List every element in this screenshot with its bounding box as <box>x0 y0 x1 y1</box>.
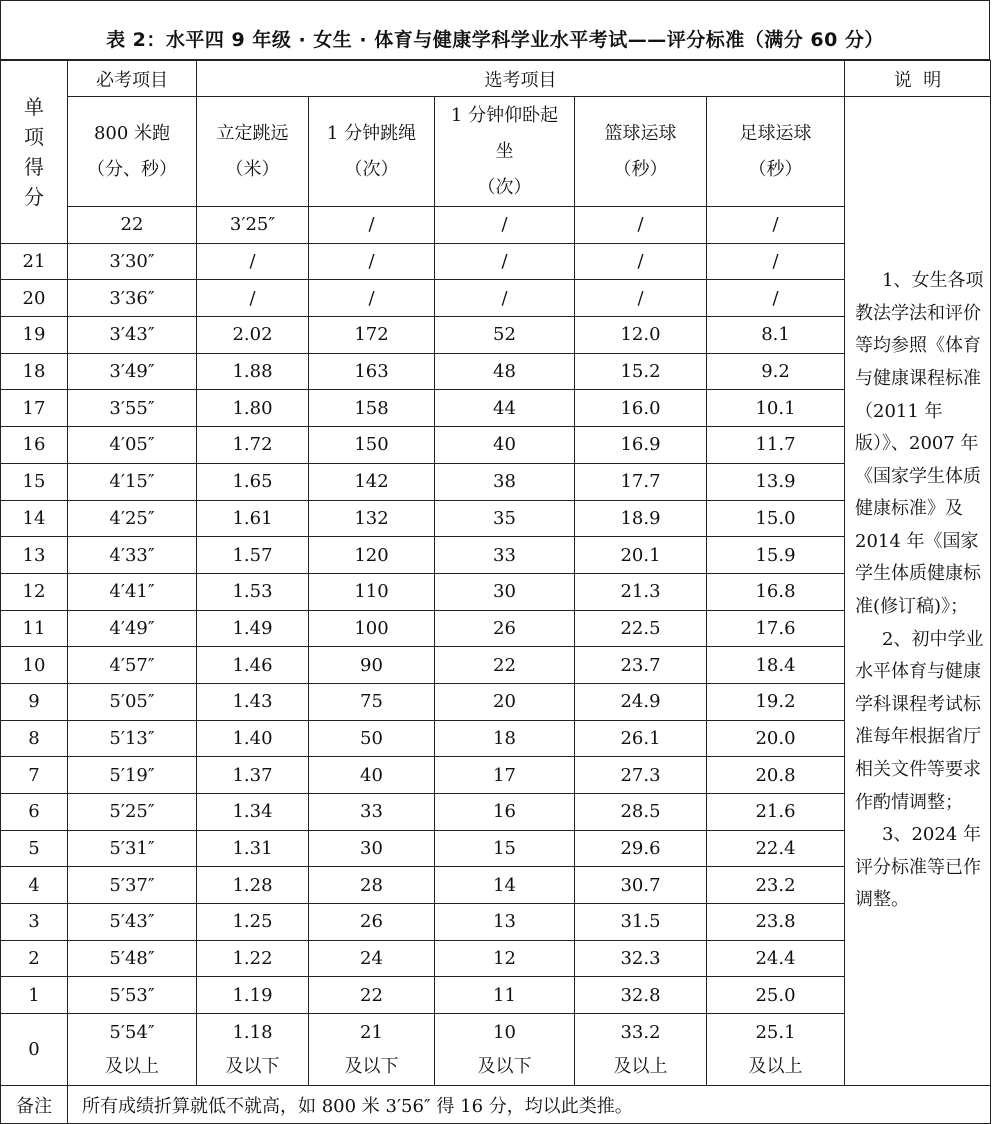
cell-score: 15 <box>1 463 68 500</box>
column-header <box>707 97 845 207</box>
table-row <box>1 427 991 464</box>
cell-situp: 10 及以下 <box>435 1014 575 1086</box>
column-header <box>309 97 435 207</box>
cell-basketball: 33.2 及以上 <box>575 1014 707 1086</box>
cell-jump: / <box>309 207 435 244</box>
cell-rope: 21 及以下 <box>309 1014 435 1086</box>
cell-score: 6 <box>1 794 68 831</box>
table-row <box>1 794 991 831</box>
cell-basketball: 32.3 <box>575 940 707 977</box>
table-row <box>1 280 991 317</box>
cell-rope: 158 <box>309 390 435 427</box>
table-row <box>1 830 991 867</box>
column-header <box>197 97 309 207</box>
cell-football: 22.4 <box>707 830 845 867</box>
cell-rope: 50 <box>309 720 435 757</box>
cell-rope: 90 <box>309 647 435 684</box>
table-row <box>1 610 991 647</box>
column-name: 立定跳远 <box>216 122 289 144</box>
cell-score: 22 <box>68 207 197 244</box>
column-unit: （分、秒） <box>87 158 177 180</box>
cell-situp: 40 <box>435 427 575 464</box>
cell-score: 19 <box>1 317 68 354</box>
cell-run800: 5′43″ <box>68 904 197 941</box>
cell-situp: 17 <box>435 757 575 794</box>
cell-rope: 33 <box>309 794 435 831</box>
cell-basketball: 30.7 <box>575 867 707 904</box>
cell-football: / <box>707 280 845 317</box>
cell-football: 16.8 <box>707 573 845 610</box>
cell-football: 9.2 <box>707 353 845 390</box>
column-name: 1 分钟跳绳 <box>326 122 417 144</box>
cell-football: 13.9 <box>707 463 845 500</box>
cell-basketball: 20.1 <box>575 537 707 574</box>
cell-situp: 14 <box>435 867 575 904</box>
cell-run800: 5′13″ <box>68 720 197 757</box>
column-name: 足球运球 <box>739 122 812 144</box>
cell-basketball: 29.6 <box>575 830 707 867</box>
cell-basketball: 16.9 <box>575 427 707 464</box>
cell-run800: 4′15″ <box>68 463 197 500</box>
cell-rope: 30 <box>309 830 435 867</box>
cell-situp: 35 <box>435 500 575 537</box>
column-unit: （次） <box>477 176 532 198</box>
cell-run800: 4′05″ <box>68 427 197 464</box>
cell-basketball: / <box>575 280 707 317</box>
cell-score: 20 <box>1 280 68 317</box>
cell-situp: 26 <box>435 610 575 647</box>
table-row-last <box>1 1014 991 1086</box>
cell-situp: / <box>435 243 575 280</box>
cell-run800: 3′43″ <box>68 317 197 354</box>
cell-run800: 4′49″ <box>68 610 197 647</box>
cell-jump: 1.25 <box>197 904 309 941</box>
cell-jump: 1.37 <box>197 757 309 794</box>
cell-score: 10 <box>1 647 68 684</box>
cell-rope: 120 <box>309 537 435 574</box>
cell-rope: 163 <box>309 353 435 390</box>
table-row <box>1 573 991 610</box>
cell-situp: 30 <box>435 573 575 610</box>
cell-basketball: 27.3 <box>575 757 707 794</box>
cell-basketball: 24.9 <box>575 683 707 720</box>
cell-football: 23.2 <box>707 867 845 904</box>
cell-score: 3 <box>1 904 68 941</box>
cell-run800: 5′25″ <box>68 794 197 831</box>
cell-situp: 22 <box>435 647 575 684</box>
cell-jump: 1.88 <box>197 353 309 390</box>
cell-rope: 26 <box>309 904 435 941</box>
cell-basketball: 16.0 <box>575 390 707 427</box>
cell-jump: 1.43 <box>197 683 309 720</box>
cell-situp: 18 <box>435 720 575 757</box>
column-header <box>68 97 197 207</box>
table-row <box>1 757 991 794</box>
cell-jump: 1.49 <box>197 610 309 647</box>
cell-jump: 1.46 <box>197 647 309 684</box>
cell-run800: 4′33″ <box>68 537 197 574</box>
cell-situp: 33 <box>435 537 575 574</box>
table-row <box>1 500 991 537</box>
cell-football: 25.0 <box>707 977 845 1014</box>
cell-jump: 1.72 <box>197 427 309 464</box>
column-header <box>575 97 707 207</box>
cell-situp: 52 <box>435 317 575 354</box>
cell-run800: 5′53″ <box>68 977 197 1014</box>
cell-football: 17.6 <box>707 610 845 647</box>
score-header <box>1 61 68 244</box>
cell-football: / <box>707 243 845 280</box>
table-row <box>1 647 991 684</box>
table-title: 表 2：水平四 9 年级 · 女生 · 体育与健康学科学业水平考试——评分标准（满分 60 分） <box>0 0 990 60</box>
cell-run800: 3′55″ <box>68 390 197 427</box>
cell-situp: 15 <box>435 830 575 867</box>
table-row <box>1 317 991 354</box>
table-row <box>1 243 991 280</box>
cell-situp: 13 <box>435 904 575 941</box>
column-name: 篮球运球 <box>604 122 677 144</box>
column-unit: （米） <box>225 158 280 180</box>
cell-situp: 20 <box>435 683 575 720</box>
table-row <box>1 683 991 720</box>
cell-rope: 75 <box>309 683 435 720</box>
cell-basketball: 23.7 <box>575 647 707 684</box>
table-row <box>1 904 991 941</box>
cell-score: 17 <box>1 390 68 427</box>
cell-situp: / <box>575 207 707 244</box>
column-unit: （次） <box>344 158 399 180</box>
cell-score: 0 <box>1 1014 68 1086</box>
cell-football: 11.7 <box>707 427 845 464</box>
table-row <box>1 463 991 500</box>
cell-basketball: 12.0 <box>575 317 707 354</box>
cell-rope: 150 <box>309 427 435 464</box>
cell-score: 12 <box>1 573 68 610</box>
cell-run800: 4′25″ <box>68 500 197 537</box>
cell-score: 18 <box>1 353 68 390</box>
footer-label: 备注 <box>1 1086 68 1124</box>
cell-score: 14 <box>1 500 68 537</box>
cell-basketball: 18.9 <box>575 500 707 537</box>
cell-football: 24.4 <box>707 940 845 977</box>
cell-score: 4 <box>1 867 68 904</box>
cell-rope: 22 <box>309 977 435 1014</box>
cell-rope: 24 <box>309 940 435 977</box>
scoring-table <box>0 60 991 1124</box>
cell-rope: 40 <box>309 757 435 794</box>
cell-basketball: 21.3 <box>575 573 707 610</box>
column-name: 1 分钟仰卧起坐 <box>450 104 559 162</box>
cell-rope: 100 <box>309 610 435 647</box>
cell-situp: 48 <box>435 353 575 390</box>
cell-run800: 5′31″ <box>68 830 197 867</box>
cell-jump: 1.19 <box>197 977 309 1014</box>
cell-football: 23.8 <box>707 904 845 941</box>
cell-run800: 3′49″ <box>68 353 197 390</box>
cell-score: 21 <box>1 243 68 280</box>
cell-jump: / <box>197 243 309 280</box>
cell-score: 9 <box>1 683 68 720</box>
note-item: 3、2024 年评分标准等已作调整。 <box>855 824 982 911</box>
table-row <box>1 537 991 574</box>
optional-header: 选考项目 <box>197 61 845 97</box>
cell-football: 20.8 <box>707 757 845 794</box>
cell-jump: 1.40 <box>197 720 309 757</box>
cell-jump: 1.61 <box>197 500 309 537</box>
cell-jump: / <box>197 280 309 317</box>
table-row <box>1 720 991 757</box>
cell-football: 25.1 及以上 <box>707 1014 845 1086</box>
cell-situp: 12 <box>435 940 575 977</box>
cell-jump: 1.80 <box>197 390 309 427</box>
cell-jump: 1.65 <box>197 463 309 500</box>
cell-football: 20.0 <box>707 720 845 757</box>
cell-football: 21.6 <box>707 794 845 831</box>
cell-jump: 1.34 <box>197 794 309 831</box>
required-header: 必考项目 <box>68 61 197 97</box>
cell-basketball: 26.1 <box>575 720 707 757</box>
cell-score: 16 <box>1 427 68 464</box>
cell-situp: 38 <box>435 463 575 500</box>
cell-jump: 1.22 <box>197 940 309 977</box>
cell-basketball: 17.7 <box>575 463 707 500</box>
cell-situp: 44 <box>435 390 575 427</box>
cell-jump: 1.53 <box>197 573 309 610</box>
cell-rope: 110 <box>309 573 435 610</box>
table-row <box>1 867 991 904</box>
cell-rope: 28 <box>309 867 435 904</box>
cell-rope: / <box>309 243 435 280</box>
cell-run800: 5′48″ <box>68 940 197 977</box>
cell-basketball: / <box>575 243 707 280</box>
table-row <box>1 390 991 427</box>
cell-basketball: / <box>707 207 845 244</box>
cell-situp: / <box>435 280 575 317</box>
cell-jump: 1.18 及以下 <box>197 1014 309 1086</box>
cell-football: 15.9 <box>707 537 845 574</box>
cell-football: 10.1 <box>707 390 845 427</box>
cell-score: 2 <box>1 940 68 977</box>
explain-header: 说 明 <box>845 61 991 97</box>
footer-text: 所有成绩折算就低不就高，如 800 米 3′56″ 得 16 分，均以此类推。 <box>68 1086 991 1124</box>
cell-run800: 5′37″ <box>68 867 197 904</box>
cell-score: 11 <box>1 610 68 647</box>
cell-run800: 3′25″ <box>197 207 309 244</box>
cell-run800: 4′41″ <box>68 573 197 610</box>
table-row <box>1 977 991 1014</box>
note-item: 1、女生各项教法学法和评价等均参照《体育与健康课程标准（2011 年版）》、2007 年《国家学生体质健康标准》及 2014 年《国家学生体质健康标准(修订稿)》； <box>855 270 984 618</box>
cell-football: 18.4 <box>707 647 845 684</box>
table-row <box>1 940 991 977</box>
cell-score: 7 <box>1 757 68 794</box>
explanation-notes <box>845 97 991 1086</box>
table-row <box>1 207 991 244</box>
cell-basketball: 28.5 <box>575 794 707 831</box>
cell-basketball: 22.5 <box>575 610 707 647</box>
cell-score: 8 <box>1 720 68 757</box>
cell-run800: 5′05″ <box>68 683 197 720</box>
cell-score: 1 <box>1 977 68 1014</box>
cell-score: 13 <box>1 537 68 574</box>
score-header-text: 单 项 得 分 <box>24 94 44 209</box>
cell-football: 19.2 <box>707 683 845 720</box>
table-row <box>1 353 991 390</box>
cell-situp: 11 <box>435 977 575 1014</box>
cell-run800: 5′19″ <box>68 757 197 794</box>
cell-rope: 172 <box>309 317 435 354</box>
cell-situp: 16 <box>435 794 575 831</box>
cell-rope: / <box>435 207 575 244</box>
cell-score: 5 <box>1 830 68 867</box>
column-name: 800 米跑 <box>93 122 171 144</box>
cell-run800: 3′30″ <box>68 243 197 280</box>
cell-basketball: 31.5 <box>575 904 707 941</box>
cell-jump: 2.02 <box>197 317 309 354</box>
column-unit: （秒） <box>613 158 668 180</box>
cell-jump: 1.31 <box>197 830 309 867</box>
cell-jump: 1.28 <box>197 867 309 904</box>
cell-basketball: 32.8 <box>575 977 707 1014</box>
cell-jump: 1.57 <box>197 537 309 574</box>
cell-rope: 142 <box>309 463 435 500</box>
cell-run800: 3′36″ <box>68 280 197 317</box>
cell-football: 15.0 <box>707 500 845 537</box>
note-item: 2、初中学业水平体育与健康学科课程考试标准每年根据省厅相关文件等要求作酌情调整； <box>855 628 984 813</box>
column-unit: （秒） <box>748 158 803 180</box>
cell-run800: 4′57″ <box>68 647 197 684</box>
cell-basketball: 15.2 <box>575 353 707 390</box>
column-header <box>435 97 575 207</box>
cell-football: 8.1 <box>707 317 845 354</box>
cell-run800: 5′54″ 及以上 <box>68 1014 197 1086</box>
cell-rope: 132 <box>309 500 435 537</box>
cell-rope: / <box>309 280 435 317</box>
